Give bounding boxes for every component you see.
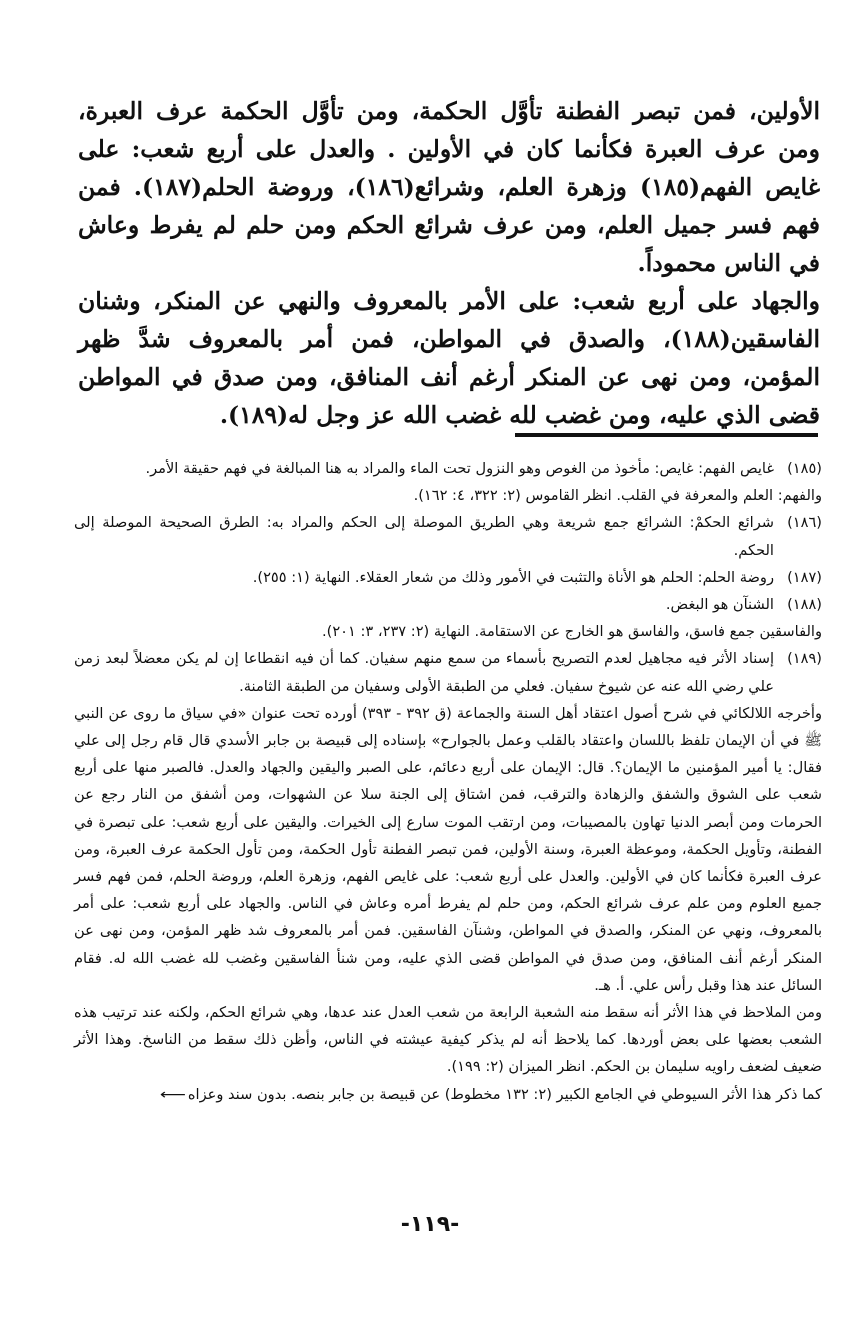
footnote-line: ومن الملاحظ في هذا الأثر أنه سقط منه الشعبة الرابعة من شعب العدل عند عدها، وهي شرائع الحكم، ولكنه عند ترتيب هذه الشعب بعضها على بعض أوردها. كما يلاحظ أنه لم يذكر كيفية عيشته في الناس، وأظن ذلك سقط من الناسخ. وهذا الأثر ضعيف لضعف راويه سليمان بن الحكم. انظر الميزان (٢: ١٩٩). (74, 1004, 822, 1076)
footnote-186 (74, 509, 822, 563)
footnote-189 (74, 645, 822, 1108)
footnote-185 (74, 455, 822, 509)
footnote-line: والفهم: العلم والمعرفة في القلب. انظر القاموس (٢: ٣٢٢، ٤: ١٦٢). (413, 487, 822, 505)
footnote-last-line (74, 1081, 822, 1109)
main-text (78, 92, 820, 434)
main-paragraph: الأولين، فمن تبصر الفطنة تأوَّل الحكمة، ومن تأوَّل الحكمة عرف العبرة، ومن عرف العبرة فكأنما كان في الأولين . والعدل على أربع شعب: على غايص الفهم(١٨٥) وزهرة العلم، وشرائع(١٨٦)، وروضة الحلم(١٨٧). فمن فهم فسر جميل العلم، ومن عرف شرائع الحكم ومن حلم لم يفرط وعاش في الناس محموداً. (78, 97, 820, 277)
footnote-body (74, 509, 774, 563)
footnote-body (74, 564, 774, 591)
footnote-line: والفاسقين جمع فاسق، والفاسق هو الخارج عن الاستقامة. النهاية (٢: ٢٣٧، ٣: ٢٠١). (322, 623, 822, 641)
footnote-line: غايص الفهم: غايص: مأخوذ من الغوص وهو النزول تحت الماء والمراد به هنا المبالغة في فهم حقيقة الأمر. (145, 460, 774, 477)
footnote-number: (١٨٥) (787, 460, 822, 477)
footnote-line: كما ذكر هذا الأثر السيوطي في الجامع الكبير (٢: ١٣٢ مخطوط) عن قبيصة بن جابر بنصه. بدون سند وعزاه (187, 1085, 822, 1103)
footnote-188 (74, 591, 822, 645)
main-paragraph: والجهاد على أربع شعب: على الأمر بالمعروف والنهي عن المنكر، وشنان الفاسقين(١٨٨)، والصدق في المواطن، فمن أمر بالمعروف شدَّ ظهر المؤمن، ومن نهى عن المنكر أرغم أنف المنافق، ومن صدق في المواطن قضى الذي عليه، ومن غضب لله غضب الله عز وجل له(١٨٩). (78, 287, 820, 429)
footnote-line: وأخرجه اللالكائي في شرح أصول اعتقاد أهل السنة والجماعة (ق ٣٩٢ - ٣٩٣) أورده تحت عنوان «في سياق ما روى عن النبي ﷺ في أن الإيمان تلفظ باللسان واعتقاد بالقلب وعمل بالجوارح» بإسناده إلى قبيصة بن جابر الأسدي قال قام رجل إلى علي فقال: يا أمير المؤمنين ما الإيمان؟. قال: الإيمان على أربع دعائم، على الصبر واليقين والجهاد والعدل. فالصبر منها على أربع شعب على الشوق والشفق والزهادة والترقب، فمن اشتاق إلى الجنة سلا عن الشهوات، ومن أشفق من النار رجع عن الحرمات ومن أبصر الدنيا تهاون بالمصيبات، ومن ارتقب الموت سارع إلى الخيرات. واليقين على أربع شعب: على تبصرة في الفطنة، وتأويل الحكمة، وموعظة العبرة، وسنة الأولين، فمن تبصر الفطنة تأول الحكمة، ومن تأول الحكمة عرف العبرة، ومن عرف العبرة فكأنما كان في الأولين. والعدل على أربع شعب: على غايص الفهم، وزهرة العلم، وروضة الحلم، فمن فهم فسر جميع العلوم ومن علم عرف شرائع الحكم، ومن حلم لم يفرط أمره وعاش في الناس. والجهاد على أربع شعب: على أمر بالمعروف، ونهي عن المنكر، والصدق في المواطن، وشنآن الفاسقين. فمن أمر بالمعروف شد ظهر المؤمن، ومن نهى عن المنكر أرغم أنف المنافق، ومن صدق في المواطن قضى الذي عليه، ومن شنأ الفاسقين وغضب لله غضب الله له. فقام السائل عند هذا وقبل رأس علي. أ. هـ. (74, 704, 822, 994)
footnote-number: (١٨٩) (787, 650, 822, 668)
continued-arrow-icon: ⟵ (160, 1086, 187, 1103)
footnote-line: شرائع الحكمْ: الشرائع جمع شريعة وهي الطريق الموصلة إلى الحكم والمراد به: الطرق الصحيحة الموصلة إلى الحكم. (74, 514, 774, 559)
footnote-line: الشنآن هو البغض. (665, 596, 774, 614)
footnote-number: (١٨٧) (787, 568, 822, 586)
footnote-187 (74, 564, 822, 591)
footnotes-section (74, 455, 822, 1109)
footnote-number: (١٨٨) (787, 596, 822, 614)
page-number: -١١٩- (400, 1212, 460, 1237)
footnote-line: روضة الحلم: الحلم هو الأناة والتثبت في الأمور وذلك من شعار العقلاء. النهاية (١: ٢٥٥). (252, 568, 774, 586)
footnote-separator-rule (515, 433, 818, 437)
footnote-number: (١٨٦) (787, 514, 822, 532)
footnote-line: إسناد الأثر فيه مجاهيل لعدم التصريح بأسماء من سمع منهم سفيان. كما أن فيه انقطاعا إن لم يكن معضلاً لبعد زمن علي رضي الله عنه عن شيوخ سفيان. فعلي من الطبقة الأولى وسفيان من الطبقة الثامنة. (74, 650, 774, 695)
